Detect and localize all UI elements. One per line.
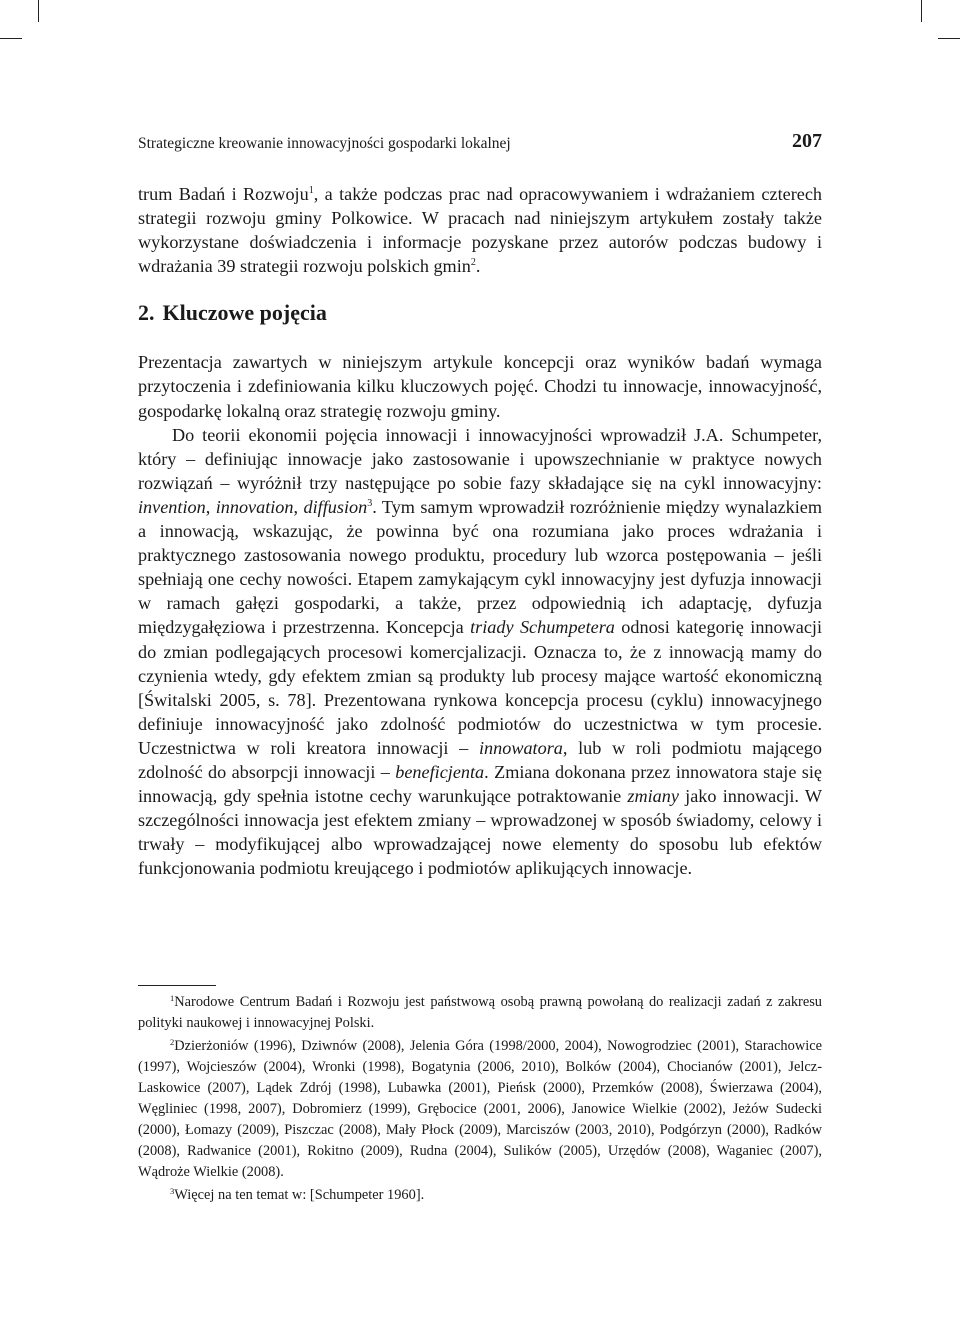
text-run: , (293, 496, 304, 517)
italic-term: invention (138, 496, 206, 517)
text-run: , a także podczas prac nad opracowywaniem i wdrażaniem czterech strategii rozwoju gminy Polkowice. W pracach nad niniejszym artykułem zostały także wykorzystane doświadczenia i informacje pozyskane przez autorów podczas budowy i wdrażania 39 strategii rozwoju polskich gmin (138, 184, 822, 277)
footnote-separator (138, 985, 216, 986)
italic-term: innovation (215, 496, 294, 517)
section-title: Kluczowe pojęcia (162, 300, 327, 326)
footnote-ref-3[interactable]: 3 (367, 497, 373, 509)
running-head (138, 130, 822, 160)
footnote-text: Narodowe Centrum Badań i Rozwoju jest państwową osobą prawną powołaną do realizacji zadań z zakresu polityki naukowej i innowacyjnej Polski. (138, 994, 822, 1031)
italic-term: triady Schumpetera (470, 617, 615, 638)
footnote-text: Dzierżoniów (1996), Dziwnów (2008), Jelenia Góra (1998/2000, 2004), Nowogrodziec (2001), Starachowice (1997), Wojcieszów (2004), Wronki (1998), Bogatynia (2006, 2010), Bolków (2004), Chocianów (2001), Jelcz-Laskowice (2007), Lądek Zdrój (1998), Lubawka (2001), Pieńsk (2000), Przemków (2008), Świerzawa (2004), Węgliniec (1998, 2007), Dobromierz (1999), Grębocice (2001, 2006), Janowice Wielkie (2002), Jeżów Sudecki (2000), Łomazy (2009), Piszczac (2008), Mały Płock (2009), Marciszów (2003, 2010), Podgórzyn (2000), Radków (2008), Radwanice (2001), Rokitno (2009), Rudna (2004), Sulików (2005), Urzędów (2008), Waganiec (2007), Wądroże Wielkie (2008). (138, 1038, 822, 1180)
text-run: , (205, 496, 216, 517)
footnote-ref-2[interactable]: 2 (470, 257, 476, 269)
crop-mark-top-right (921, 0, 922, 22)
body-paragraph-1: Prezentacja zawartych w niniejszym artykule koncepcji oraz wyników badań wymaga przytoczenia i zdefiniowania kilku kluczowych pojęć. Chodzi tu innowacje, innowacyjność, gospodarkę lokalną oraz strategię rozwoju gminy. (138, 352, 822, 421)
crop-mark-top-right (938, 38, 960, 39)
footnote-number: 2 (170, 1037, 175, 1047)
text-run: , lub w roli podmiotu mającego zdolność do absorpcji innowacji – (138, 737, 822, 782)
italic-term: innowatora (478, 737, 563, 758)
footnote-2 (138, 1036, 822, 1183)
text-run: . (475, 256, 481, 277)
footnote-ref-1[interactable]: 1 (308, 185, 314, 196)
italic-term: beneficjenta (395, 761, 485, 782)
section-number: 2. (138, 300, 155, 326)
crop-mark-top-left (38, 0, 39, 22)
text-run: jako innowacji. W szczególności innowacja jest efektem zmiany – wprowadzonej w sposób świadomy, celowy i trwały – modyfikującej albo wprowadzającej nowe elementy do sposobu lub efektów funkcjonowania podmiotu kreującego i podmiotów aplikujących innowacje. (138, 786, 823, 879)
text-run: Do teorii ekonomii pojęcia innowacji i innowacyjności wprowadził J.A. Schumpeter, który – definiując innowacje jako zastosowanie i upowszechnianie w praktyce nowych rozwiązań – wyróżnił trzy następujące po sobie fazy składające się na cykl innowacyjny: (138, 424, 822, 493)
footnote-number: 3 (170, 1186, 175, 1196)
text-run: trum Badań i Rozwoju (138, 184, 309, 204)
footnotes (138, 985, 822, 1206)
footnote-text: Więcej na ten temat w: [Schumpeter 1960]. (174, 1187, 425, 1203)
text-run: odnosi kategorię innowacji do zmian podlegających procesowi komercjalizacji. Oznacza to, że z innowacją mamy do czynienia wtedy, gdy efektem zmian są produkty lub procesy mające wartość ekonomiczną [Świtalski 2005, s. 78]. Prezentowana rynkowa koncepcja procesu (cyklu) innowacyjnego definiuje innowacyjność jako zdolność podmiotów do uczestnictwa w tym procesie. Uczestnictwa w roli kreatora innowacji – (138, 617, 822, 758)
page-number: 207 (792, 130, 822, 152)
body-paragraph-2 (138, 423, 822, 881)
text-run: . Tym samym wprowadził rozróżnienie między wynalazkiem a innowacją, wskazując, że powinna być ona rozumiana jako proces wdrażania i praktycznego zastosowania nowego produktu, procedury lub wzorca postępowania – jeśli spełniają one cechy nowości. Etapem zamykającym cykl innowacyjny jest dyfuzja innowacji w ramach gałęzi gospodarki, a także, przez odpowiednią ich adaptację, dyfuzja międzygałęziowa i przestrzenna. Koncepcja (138, 496, 823, 638)
italic-term: zmiany (627, 786, 679, 807)
footnote-3 (138, 1185, 822, 1206)
running-head-title: Strategiczne kreowanie innowacyjności gospodarki lokalnej (138, 135, 511, 152)
intro-paragraph (138, 182, 822, 278)
crop-mark-top-left (0, 38, 22, 39)
text-run: . Zmiana dokonana przez innowatora staje się innowacją, gdy spełnia istotne cechy warunkujące potraktowanie (138, 761, 822, 807)
footnote-number: 1 (170, 993, 175, 1003)
page-body (138, 130, 822, 880)
section-heading (138, 300, 822, 326)
footnote-1 (138, 992, 822, 1034)
italic-term: diffusion (303, 496, 368, 517)
